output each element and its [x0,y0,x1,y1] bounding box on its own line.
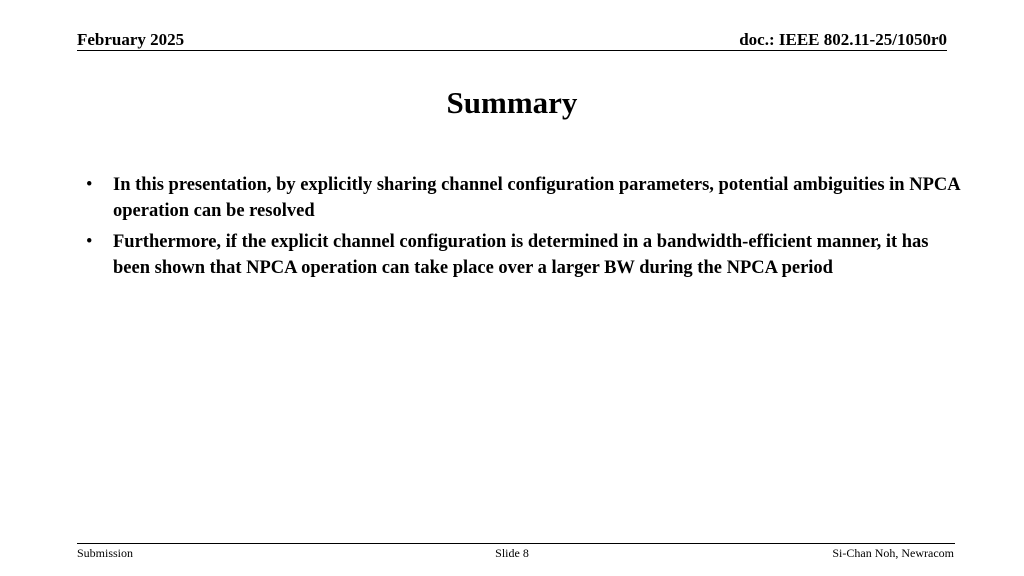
footer-divider [77,543,955,544]
bullet-list [86,172,966,286]
bullet-item [86,172,966,224]
bullet-text: Furthermore, if the explicit channel configuration is determined in a bandwidth-efficient manner, it has been shown that NPCA operation can take place over a larger BW during the NPCA period [113,232,929,278]
header-divider [77,50,947,51]
slide-title: Summary [446,85,578,120]
bullet-dot-icon: • [86,232,93,252]
bullet-item [86,229,966,281]
header-doc-id: doc.: IEEE 802.11-25/1050r0 [739,30,947,49]
header-date: February 2025 [77,30,185,49]
bullet-dot-icon: • [86,175,93,195]
footer-author: Si-Chan Noh, Newracom [832,546,954,560]
bullet-text: In this presentation, by explicitly sharing channel configuration parameters, potential ambiguities in NPCA operation can be resolved [113,175,960,221]
footer-slide-number: Slide 8 [495,546,529,560]
footer-submission: Submission [77,546,134,560]
